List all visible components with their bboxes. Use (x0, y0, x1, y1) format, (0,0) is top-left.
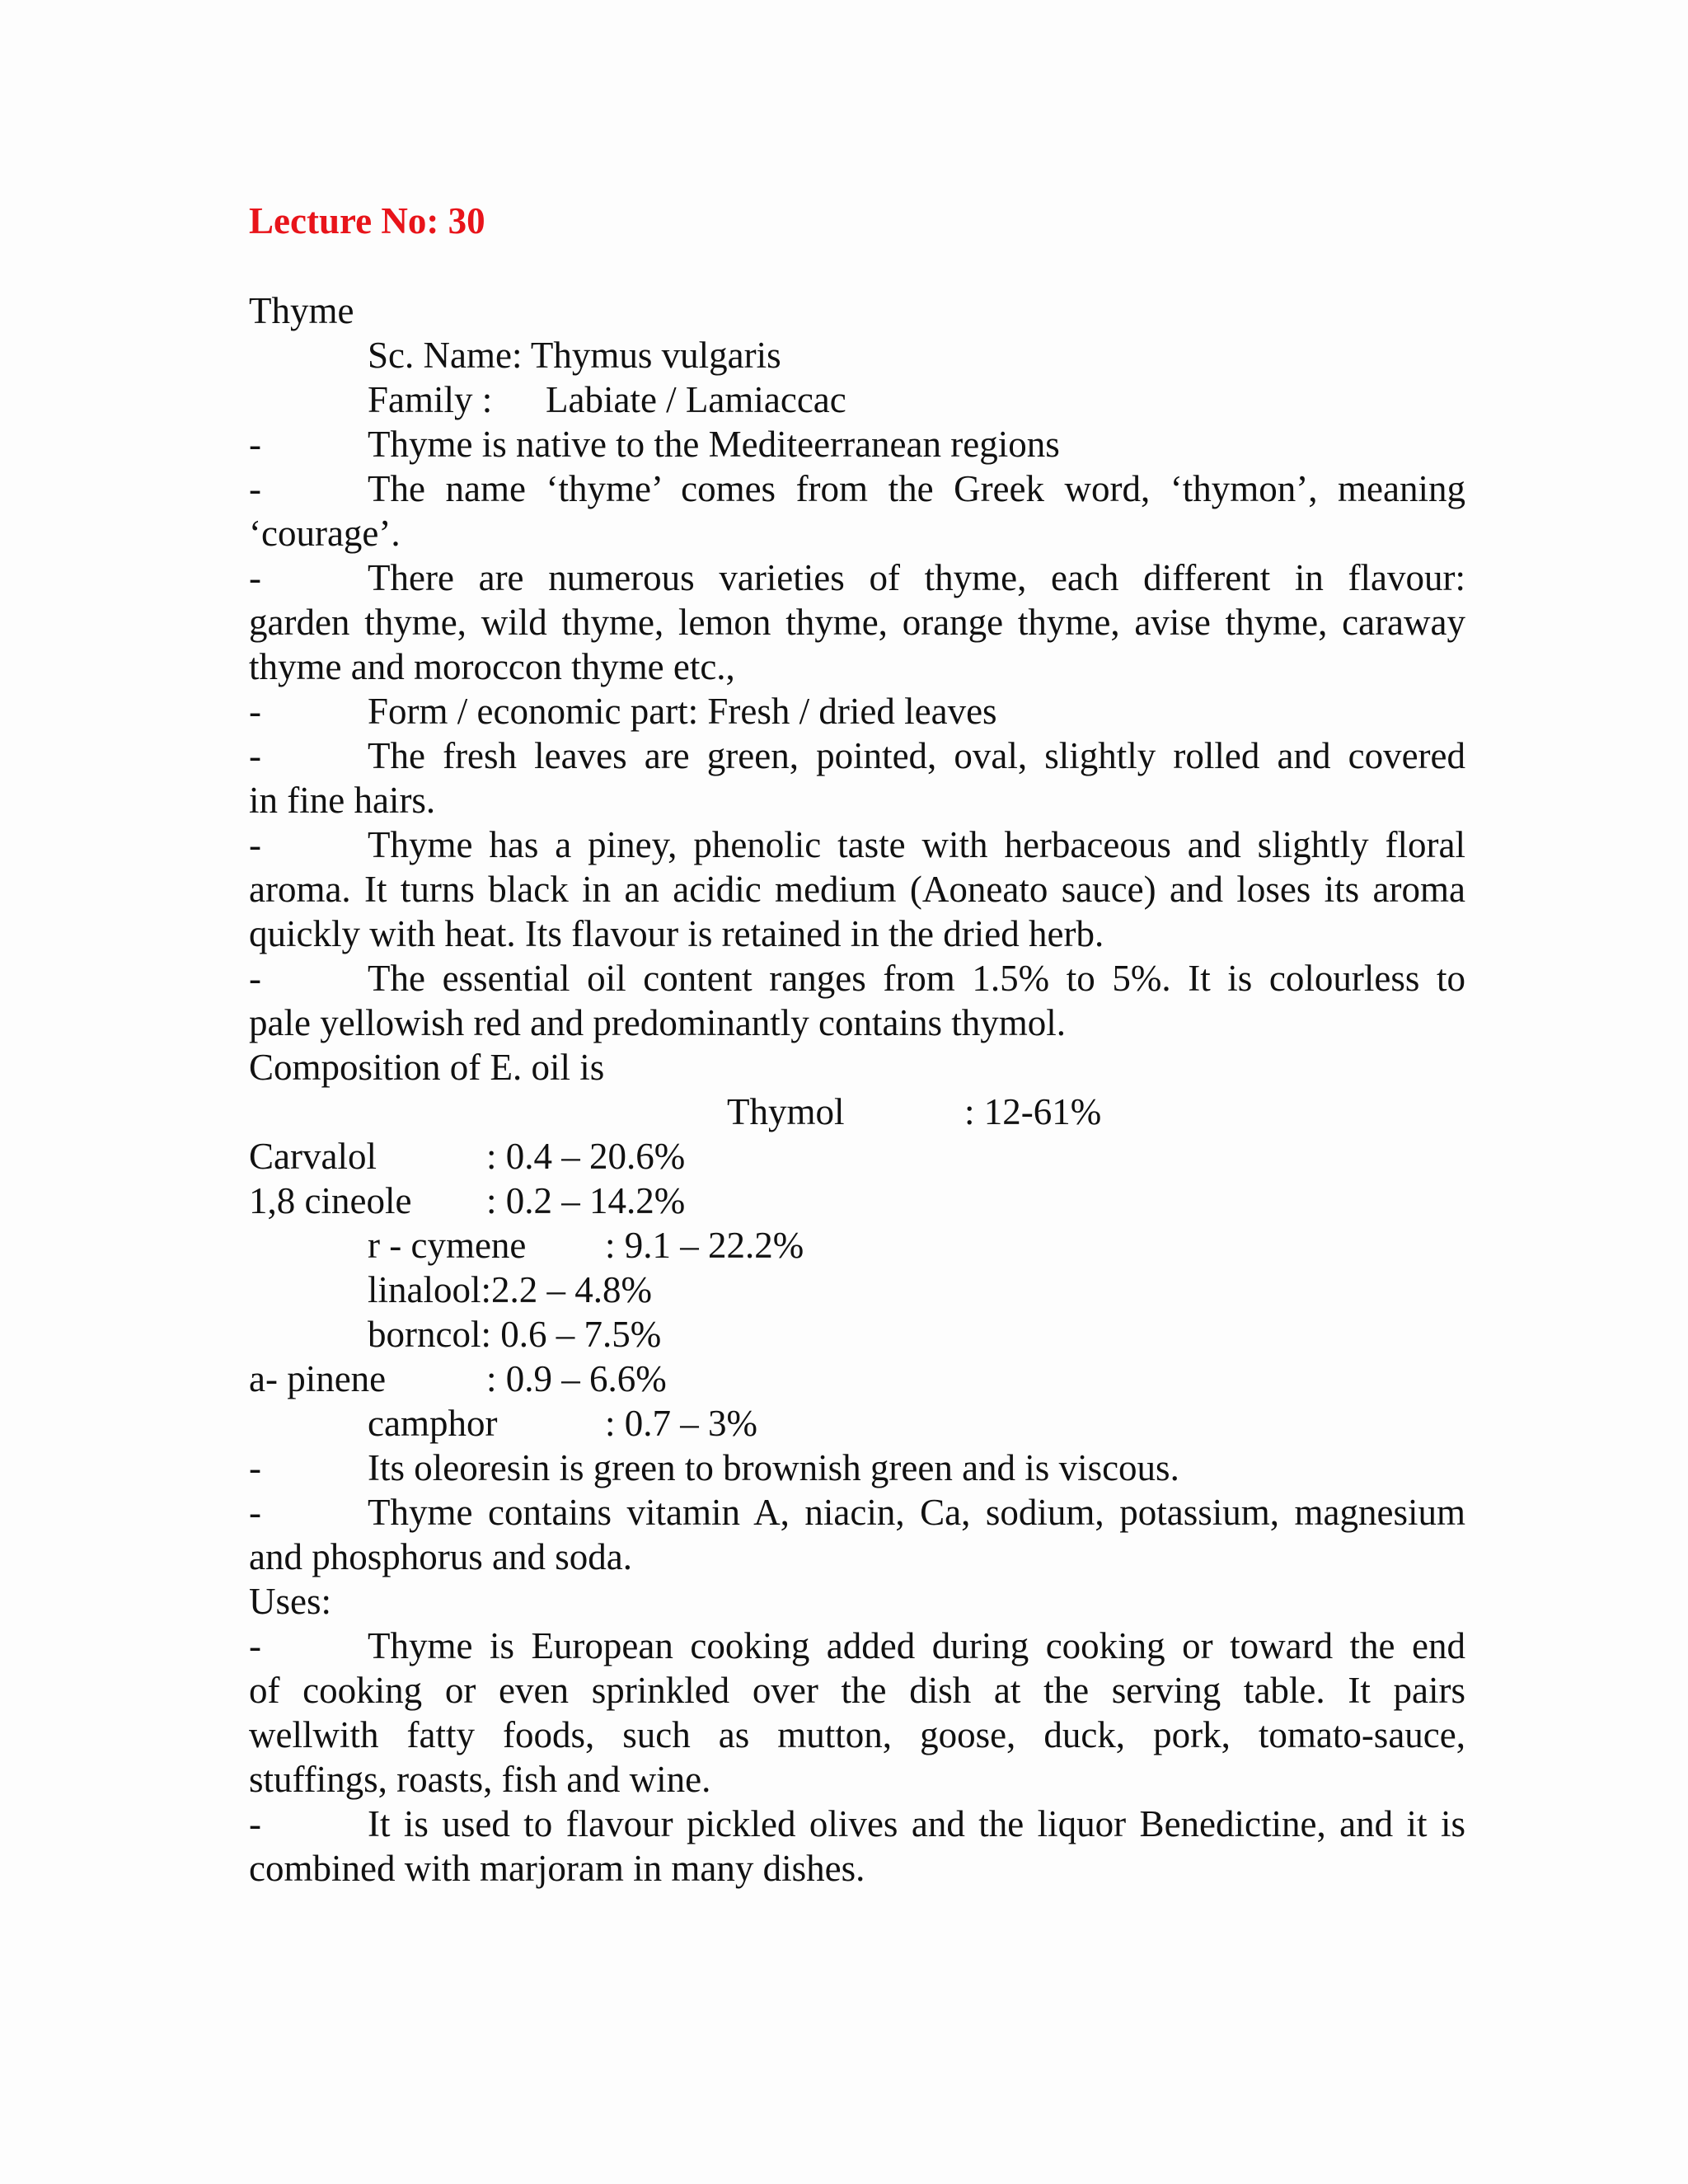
bullet-dash: - (249, 691, 261, 732)
bullet-text: Form / economic part: Fresh / dried leaves (368, 691, 997, 732)
bullet-text: Thyme contains vitamin A, niacin, Ca, sodium, potassium, magnesium (368, 1492, 1465, 1533)
component-name: 1,8 cineole (249, 1180, 412, 1221)
component-value: : 0.9 – 6.6% (486, 1358, 667, 1399)
component-name: camphor (368, 1403, 498, 1444)
bullet-dash: - (249, 824, 261, 865)
bullet-dash: - (249, 1803, 261, 1844)
bullet-text: The name ‘thyme’ comes from the Greek word, ‘thymon’, meaning (368, 468, 1465, 509)
component-name: Thymol (727, 1091, 845, 1132)
bullet-text: Thyme is European cooking added during cooking or toward the end (368, 1625, 1465, 1666)
bullet-text-cont: stuffings, roasts, fish and wine. (249, 1759, 711, 1800)
bullet-dash: - (249, 424, 261, 465)
bullet-dash: - (249, 1625, 261, 1666)
bullet-text-cont: quickly with heat. Its flavour is retained in the dried herb. (249, 913, 1104, 954)
bullet-text-cont: garden thyme, wild thyme, lemon thyme, orange thyme, avise thyme, caraway (249, 602, 1465, 643)
component-name: a- pinene (249, 1358, 387, 1399)
bullet-text: Thyme is native to the Mediteerranean regions (368, 424, 1060, 465)
family-value: Labiate / Lamiaccac (546, 379, 846, 420)
scientific-name: Sc. Name: Thymus vulgaris (368, 335, 781, 376)
component-value: : 9.1 – 22.2% (605, 1225, 804, 1266)
bullet-text-cont: and phosphorus and soda. (249, 1536, 632, 1577)
bullet-text: The essential oil content ranges from 1.5% to 5%. It is colourless to (368, 958, 1465, 999)
family-label: Family : (368, 379, 493, 420)
lecture-title: Lecture No: 30 (249, 200, 485, 241)
component-entry: borncol: 0.6 – 7.5% (368, 1314, 662, 1355)
component-entry: linalool:2.2 – 4.8% (368, 1269, 652, 1310)
component-value: : 0.7 – 3% (605, 1403, 757, 1444)
component-name: Carvalol (249, 1136, 377, 1177)
bullet-text: Thyme has a piney, phenolic taste with herbaceous and slightly floral (368, 824, 1465, 865)
bullet-text: There are numerous varieties of thyme, each different in flavour: (368, 557, 1465, 598)
bullet-text: Its oleoresin is green to brownish green and is viscous. (368, 1447, 1179, 1488)
bullet-dash: - (249, 735, 261, 776)
bullet-text: It is used to flavour pickled olives and the liquor Benedictine, and it is (368, 1803, 1465, 1844)
bullet-dash: - (249, 1447, 261, 1488)
heading-thyme: Thyme (249, 290, 354, 331)
bullet-text-cont: in fine hairs. (249, 780, 436, 821)
uses-heading: Uses: (249, 1581, 331, 1622)
bullet-text: The fresh leaves are green, pointed, oval, slightly rolled and covered (368, 735, 1465, 776)
bullet-dash: - (249, 1492, 261, 1533)
component-value: : 0.4 – 20.6% (486, 1136, 686, 1177)
component-value: : 12-61% (964, 1091, 1102, 1132)
component-value: : 0.2 – 14.2% (486, 1180, 686, 1221)
bullet-text-cont: aroma. It turns black in an acidic medium (Aoneato sauce) and loses its aroma (249, 869, 1465, 910)
bullet-text-cont: combined with marjoram in many dishes. (249, 1848, 865, 1889)
composition-intro: Composition of E. oil is (249, 1047, 605, 1088)
bullet-text-cont: ‘courage’. (249, 513, 401, 554)
bullet-dash: - (249, 557, 261, 598)
bullet-text-cont: of cooking or even sprinkled over the dish at the serving table. It pairs (249, 1670, 1465, 1711)
component-name: r - cymene (368, 1225, 527, 1266)
bullet-dash: - (249, 958, 261, 999)
bullet-dash: - (249, 468, 261, 509)
bullet-text-cont: thyme and moroccon thyme etc., (249, 646, 735, 687)
bullet-text-cont: pale yellowish red and predominantly contains thymol. (249, 1002, 1067, 1043)
bullet-text-cont: wellwith fatty foods, such as mutton, goose, duck, pork, tomato-sauce, (249, 1714, 1465, 1755)
